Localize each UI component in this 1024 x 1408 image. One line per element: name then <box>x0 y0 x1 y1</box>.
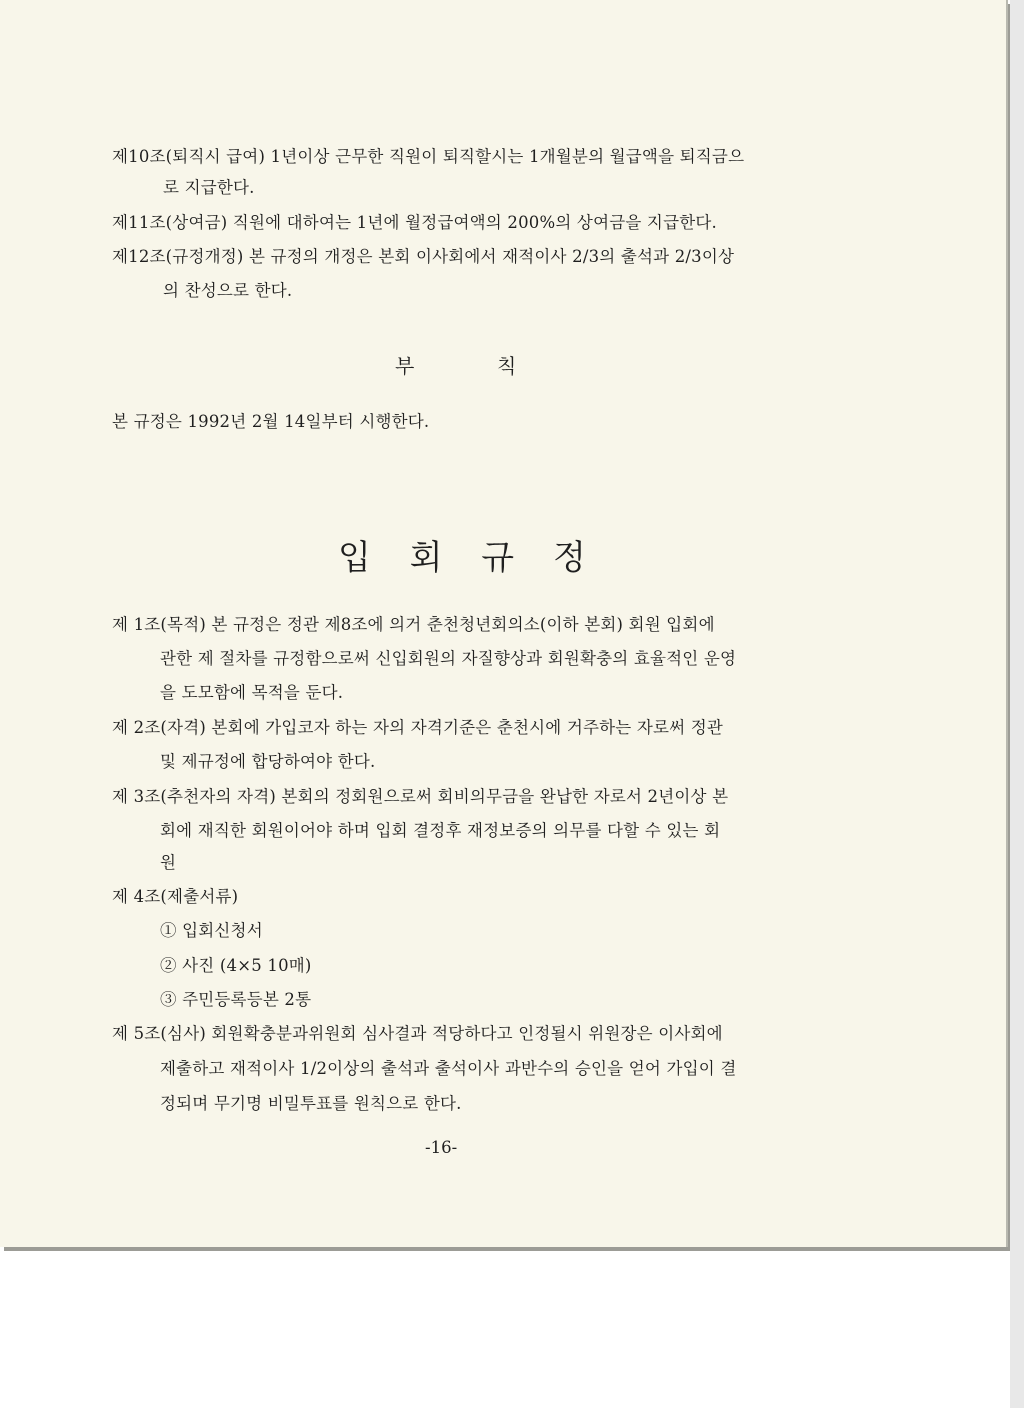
article-11: 제11조(상여금) 직원에 대하여는 1년에 월정급여액의 200%의 상여금을 지급한다. <box>112 213 717 232</box>
article-2-line-1: 제 2조(자격) 본회에 가입코자 하는 자의 자격기준은 춘천시에 거주하는 자로써 정관 <box>112 718 724 737</box>
page-number: -16- <box>425 1138 458 1157</box>
article-12-line-2: 의 찬성으로 한다. <box>163 281 293 300</box>
article-4-item-3: ③ 주민등록등본 2통 <box>160 990 312 1009</box>
article-3-line-2: 회에 재직한 회원이어야 하며 입회 결정후 재정보증의 의무를 다할 수 있는 회 <box>160 821 721 840</box>
addenda-text: 본 규정은 1992년 2월 14일부터 시행한다. <box>112 412 430 431</box>
article-5-line-3: 정되며 무기명 비밀투표를 원칙으로 한다. <box>160 1094 462 1113</box>
article-4-item-1: ① 입회신청서 <box>160 921 263 940</box>
article-10-line-1: 제10조(퇴직시 급여) 1년이상 근무한 직원이 퇴직할시는 1개월분의 월급액을 퇴직금으 <box>112 147 745 166</box>
main-title: 입 회 규 정 <box>338 538 600 578</box>
article-10-line-2: 로 지급한다. <box>163 178 255 197</box>
article-4-title: 제 4조(제출서류) <box>112 887 239 906</box>
article-5-line-2: 제출하고 재적이사 1/2이상의 출석과 출석이사 과반수의 승인을 얻어 가입이 결 <box>160 1059 737 1078</box>
article-1-line-1: 제 1조(목적) 본 규정은 정관 제8조에 의거 춘천청년회의소(이하 본회) 회원 입회에 <box>112 615 715 634</box>
article-5-line-1: 제 5조(심사) 회원확충분과위원회 심사결과 적당하다고 인정될시 위원장은 이사회에 <box>112 1024 723 1043</box>
article-1-line-3: 을 도모함에 목적을 둔다. <box>160 683 344 702</box>
addenda-title-left: 부 <box>395 354 419 378</box>
addenda-title-right: 칙 <box>497 354 521 378</box>
article-2-line-2: 및 제규정에 합당하여야 한다. <box>160 752 376 771</box>
article-4-item-2: ② 사진 (4×5 10매) <box>160 956 312 975</box>
scan-background <box>1010 0 1024 1408</box>
article-3-line-1: 제 3조(추천자의 자격) 본회의 정회원으로써 회비의무금을 완납한 자로서 2년이상 본 <box>112 787 729 806</box>
article-3-line-3: 원 <box>160 853 177 872</box>
article-12-line-1: 제12조(규정개정) 본 규정의 개정은 본회 이사회에서 재적이사 2/3의 출석과 2/3이상 <box>112 247 735 266</box>
article-1-line-2: 관한 제 절차를 규정함으로써 신입회원의 자질향상과 회원확충의 효율적인 운영 <box>160 649 737 668</box>
